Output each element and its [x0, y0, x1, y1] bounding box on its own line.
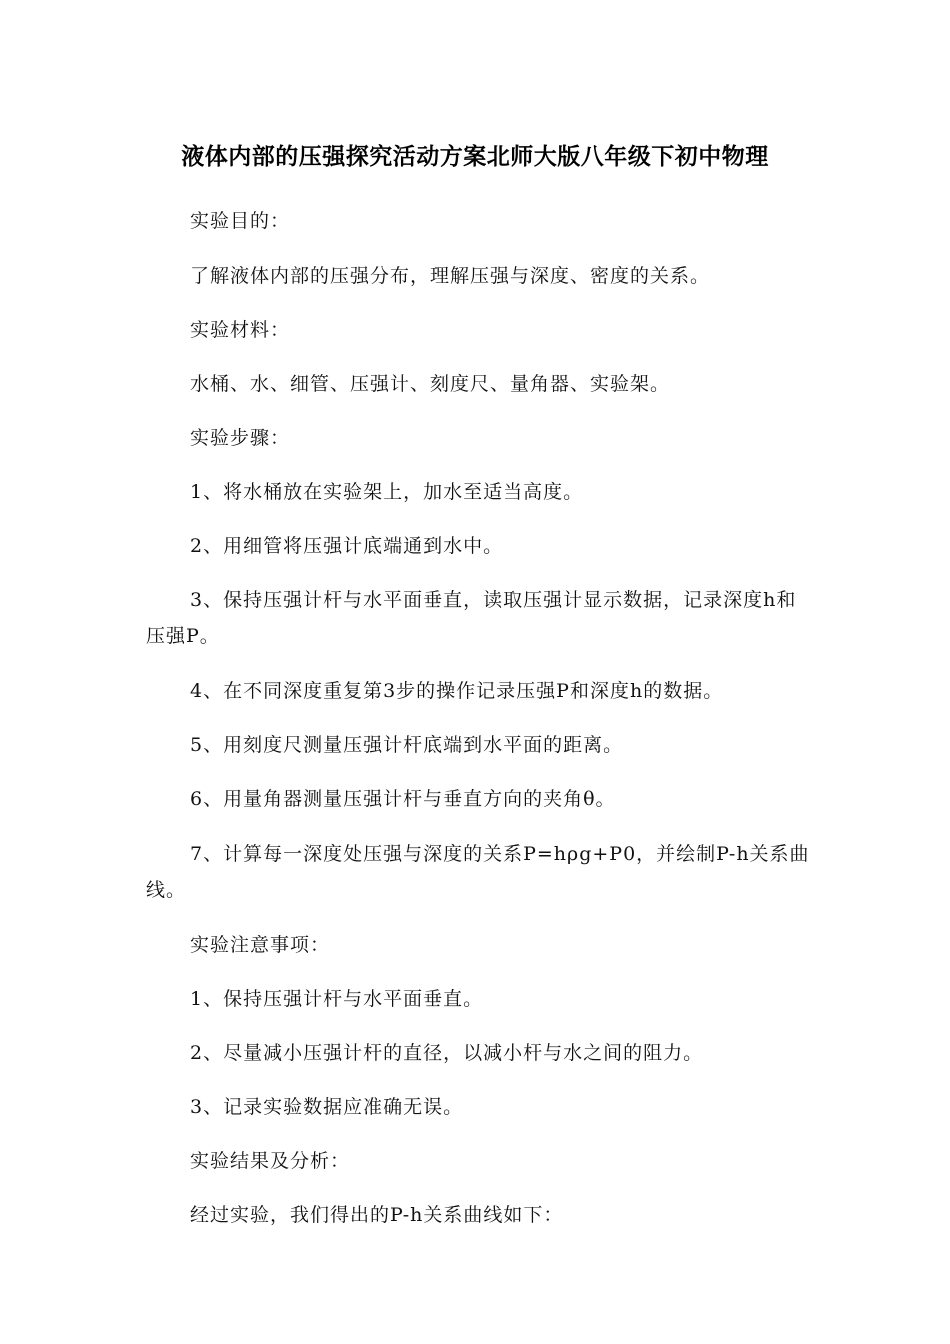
section-heading-results: 实验结果及分析： — [190, 1150, 351, 1172]
paragraph-purpose: 了解液体内部的压强分布，理解压强与深度、密度的关系。 — [190, 265, 711, 287]
step-4: 4、在不同深度重复第3步的操作记录压强P和深度h的数据。 — [190, 680, 724, 702]
note-2: 2、尽量减小压强计杆的直径，以减小杆与水之间的阻力。 — [190, 1042, 704, 1064]
step-5: 5、用刻度尺测量压强计杆底端到水平面的距离。 — [190, 734, 624, 756]
step-6: 6、用量角器测量压强计杆与垂直方向的夹角θ。 — [190, 788, 616, 810]
section-heading-materials: 实验材料： — [190, 319, 291, 341]
paragraph-results: 经过实验，我们得出的P-h关系曲线如下： — [190, 1204, 564, 1226]
step-1: 1、将水桶放在实验架上，加水至适当高度。 — [190, 481, 584, 503]
step-7: 7、计算每一深度处压强与深度的关系P=hρg+P0，并绘制P-h关系曲线。 — [146, 843, 810, 901]
section-heading-purpose: 实验目的： — [190, 210, 291, 232]
note-1: 1、保持压强计杆与水平面垂直。 — [190, 988, 484, 1010]
step-2: 2、用细管将压强计底端通到水中。 — [190, 535, 504, 557]
document-title: 液体内部的压强探究活动方案北师大版八年级下初中物理 — [181, 144, 769, 170]
section-heading-notes: 实验注意事项： — [190, 934, 331, 956]
note-3: 3、记录实验数据应准确无误。 — [190, 1096, 464, 1118]
section-heading-steps: 实验步骤： — [190, 427, 291, 449]
paragraph-materials: 水桶、水、细管、压强计、刻度尺、量角器、实验架。 — [190, 373, 671, 395]
step-3: 3、保持压强计杆与水平面垂直，读取压强计显示数据，记录深度h和压强P。 — [146, 589, 797, 647]
